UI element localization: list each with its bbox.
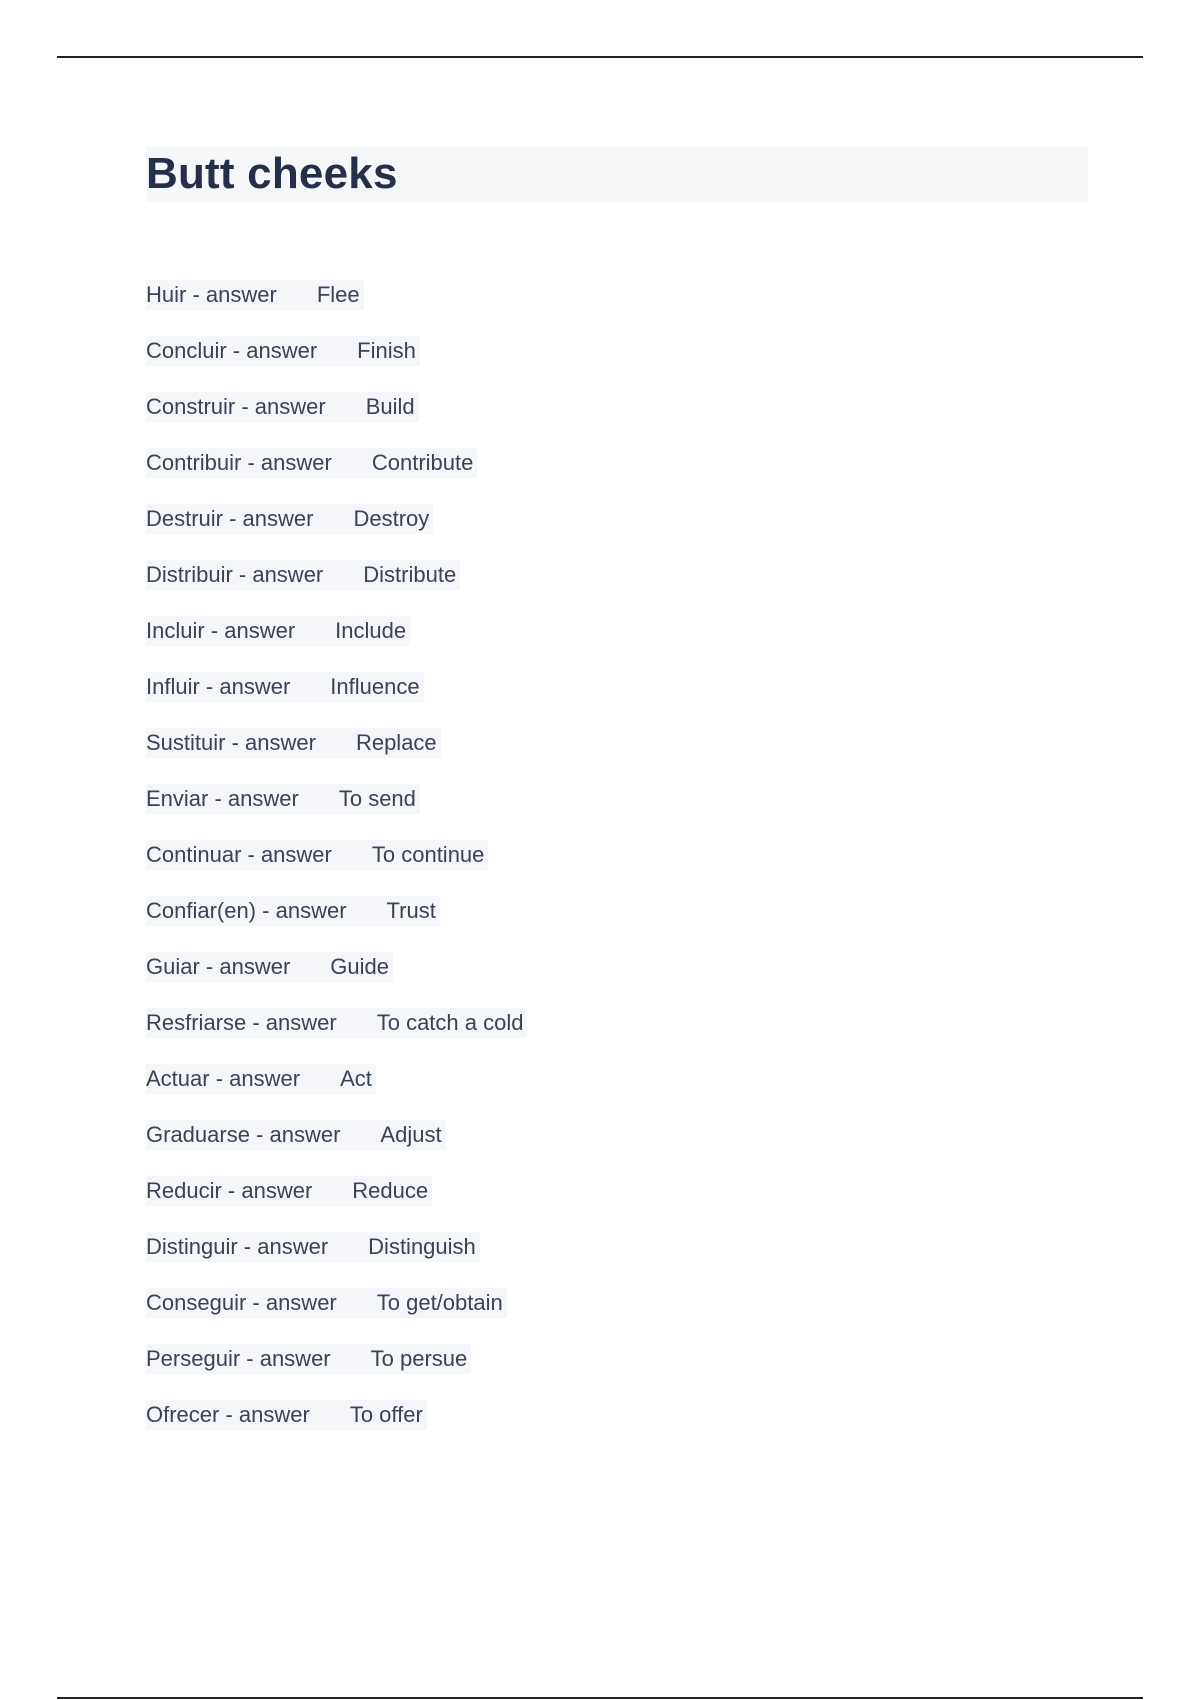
card-term: Perseguir - answer — [146, 1346, 331, 1371]
flashcard-item — [146, 504, 433, 534]
flashcard-item — [146, 1120, 446, 1150]
card-answer: Flee — [316, 282, 360, 307]
card-term: Resfriarse - answer — [146, 1010, 337, 1035]
card-term: Influir - answer — [146, 674, 291, 699]
flashcard-item — [146, 448, 477, 478]
card-answer: Build — [365, 394, 415, 419]
card-term: Incluir - answer — [146, 618, 296, 643]
card-answer: To continue — [371, 842, 485, 867]
bottom-divider — [57, 1697, 1143, 1699]
card-answer: Finish — [357, 338, 416, 363]
card-answer: Destroy — [353, 506, 430, 531]
flashcard-list — [146, 280, 527, 1456]
card-answer: Trust — [386, 898, 436, 923]
card-answer: Distribute — [363, 562, 457, 587]
card-term: Continuar - answer — [146, 842, 332, 867]
card-term: Confiar(en) - answer — [146, 898, 347, 923]
top-divider — [57, 56, 1143, 58]
flashcard-item — [146, 1344, 471, 1374]
card-term: Guiar - answer — [146, 954, 291, 979]
card-answer: Replace — [355, 730, 437, 755]
flashcard-item — [146, 1288, 507, 1318]
card-term: Construir - answer — [146, 394, 326, 419]
card-term: Concluir - answer — [146, 338, 318, 363]
card-term: Enviar - answer — [146, 786, 299, 811]
document-title: Butt cheeks — [146, 149, 398, 198]
card-answer: Include — [335, 618, 407, 643]
flashcard-item — [146, 280, 364, 310]
flashcard-item — [146, 392, 419, 422]
card-term: Conseguir - answer — [146, 1290, 337, 1315]
flashcard-item — [146, 1064, 376, 1094]
card-term: Contribuir - answer — [146, 450, 332, 475]
flashcard-item — [146, 616, 410, 646]
flashcard-item — [146, 1400, 427, 1430]
card-answer: To catch a cold — [376, 1010, 524, 1035]
card-answer: To get/obtain — [376, 1290, 503, 1315]
card-term: Destruir - answer — [146, 506, 314, 531]
flashcard-item — [146, 952, 393, 982]
card-term: Actuar - answer — [146, 1066, 301, 1091]
card-term: Huir - answer — [146, 282, 277, 307]
card-term: Distinguir - answer — [146, 1234, 329, 1259]
card-answer: Adjust — [380, 1122, 442, 1147]
flashcard-item — [146, 840, 488, 870]
card-answer: Influence — [330, 674, 420, 699]
card-answer: To send — [338, 786, 416, 811]
card-term: Reducir - answer — [146, 1178, 313, 1203]
flashcard-item — [146, 728, 441, 758]
flashcard-item — [146, 560, 460, 590]
flashcard-item — [146, 1176, 432, 1206]
card-answer: To persue — [370, 1346, 468, 1371]
flashcard-item — [146, 336, 420, 366]
card-term: Distribuir - answer — [146, 562, 324, 587]
flashcard-item — [146, 896, 440, 926]
flashcard-item — [146, 672, 424, 702]
card-answer: Act — [340, 1066, 372, 1091]
card-term: Sustituir - answer — [146, 730, 316, 755]
flashcard-item — [146, 784, 420, 814]
card-answer: Contribute — [371, 450, 474, 475]
card-term: Graduarse - answer — [146, 1122, 341, 1147]
card-answer: To offer — [349, 1402, 423, 1427]
card-term: Ofrecer - answer — [146, 1402, 310, 1427]
card-answer: Distinguish — [368, 1234, 476, 1259]
card-answer: Reduce — [352, 1178, 429, 1203]
card-answer: Guide — [330, 954, 389, 979]
flashcard-item — [146, 1008, 527, 1038]
flashcard-item — [146, 1232, 480, 1262]
